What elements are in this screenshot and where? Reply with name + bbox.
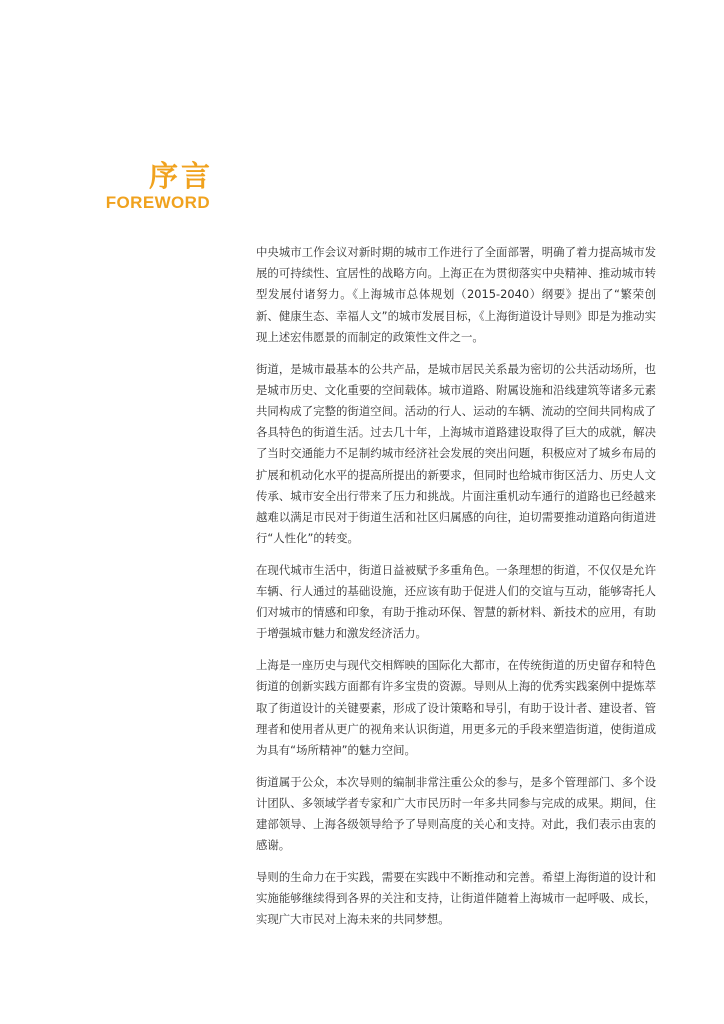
paragraph: 街道，是城市最基本的公共产品，是城市居民关系最为密切的公共活动场所，也是城市历史、文化重要的空间载体。城市道路、附属设施和沿线建筑等诸多元素共同构成了完整的街道空间。活动的行人、运动的车辆、流动的空间共同构成了各具特色的街道生活。过去几十年，上海城市道路建设取得了巨大的成就，解决了当时交通能力不足制约城市经济社会发展的突出问题，积极应对了城乡布局的扩展和机动化水平的提高所提出的新要求，但同时也给城市街区活力、历史人文传承、城市安全出行带来了压力和挑战。片面注重机动车通行的道路也已经越来越难以满足市民对于街道生活和社区归属感的向往，迫切需要推动道路向街道进行“人性化”的转变。: [256, 361, 656, 546]
paragraph: 中央城市工作会议对新时期的城市工作进行了全面部署，明确了着力提高城市发展的可持续性、宜居性的战略方向。上海正在为贯彻落实中央精神、推动城市转型发展付诸努力。《上海城市总体规划（2015-2040）纲要》提出了“繁荣创新、健康生态、幸福人文”的城市发展目标，《上海街道设计导则》即是为推动实现上述宏伟愿景的而制定的政策性文件之一。: [256, 245, 656, 344]
paragraph: 导则的生命力在于实践，需要在实践中不断推动和完善。希望上海街道的设计和实施能够继续得到各界的关注和支持，让街道伴随着上海城市一起呼吸、成长，实现广大市民对上海未来的共同梦想。: [256, 869, 656, 927]
paragraph: 上海是一座历史与现代交相辉映的国际化大都市，在传统街道的历史留存和特色街道的创新实践方面都有许多宝贵的资源。导则从上海的优秀实践案例中提炼萃取了街道设计的关键要素，形成了设计策略和导引，有助于设计者、建设者、管理者和使用者从更广的视角来认识街道，用更多元的手段来塑造街道，使街道成为具有“场所精神”的魅力空间。: [256, 658, 656, 757]
paragraph: 街道属于公众，本次导则的编制非常注重公众的参与，是多个管理部门、多个设计团队、多领域学者专家和广大市民历时一年多共同参与完成的成果。期间，住建部领导、上海各级领导给予了导则高度的关心和支持。对此，我们表示由衷的感谢。: [256, 774, 656, 853]
heading-title-chinese: 序言: [148, 159, 213, 193]
paragraph: 在现代城市生活中，街道日益被赋予多重角色。一条理想的街道，不仅仅是允许车辆、行人通过的基础设施，还应该有助于促进人们的交谊与互动，能够寄托人们对城市的情感和印象，有助于推动环保、智慧的新材料、新技术的应用，有助于增强城市魅力和激发经济活力。: [256, 562, 656, 641]
heading-title-english: FOREWORD: [105, 193, 210, 212]
section-heading: [105, 159, 213, 213]
foreword-body: [256, 242, 656, 941]
